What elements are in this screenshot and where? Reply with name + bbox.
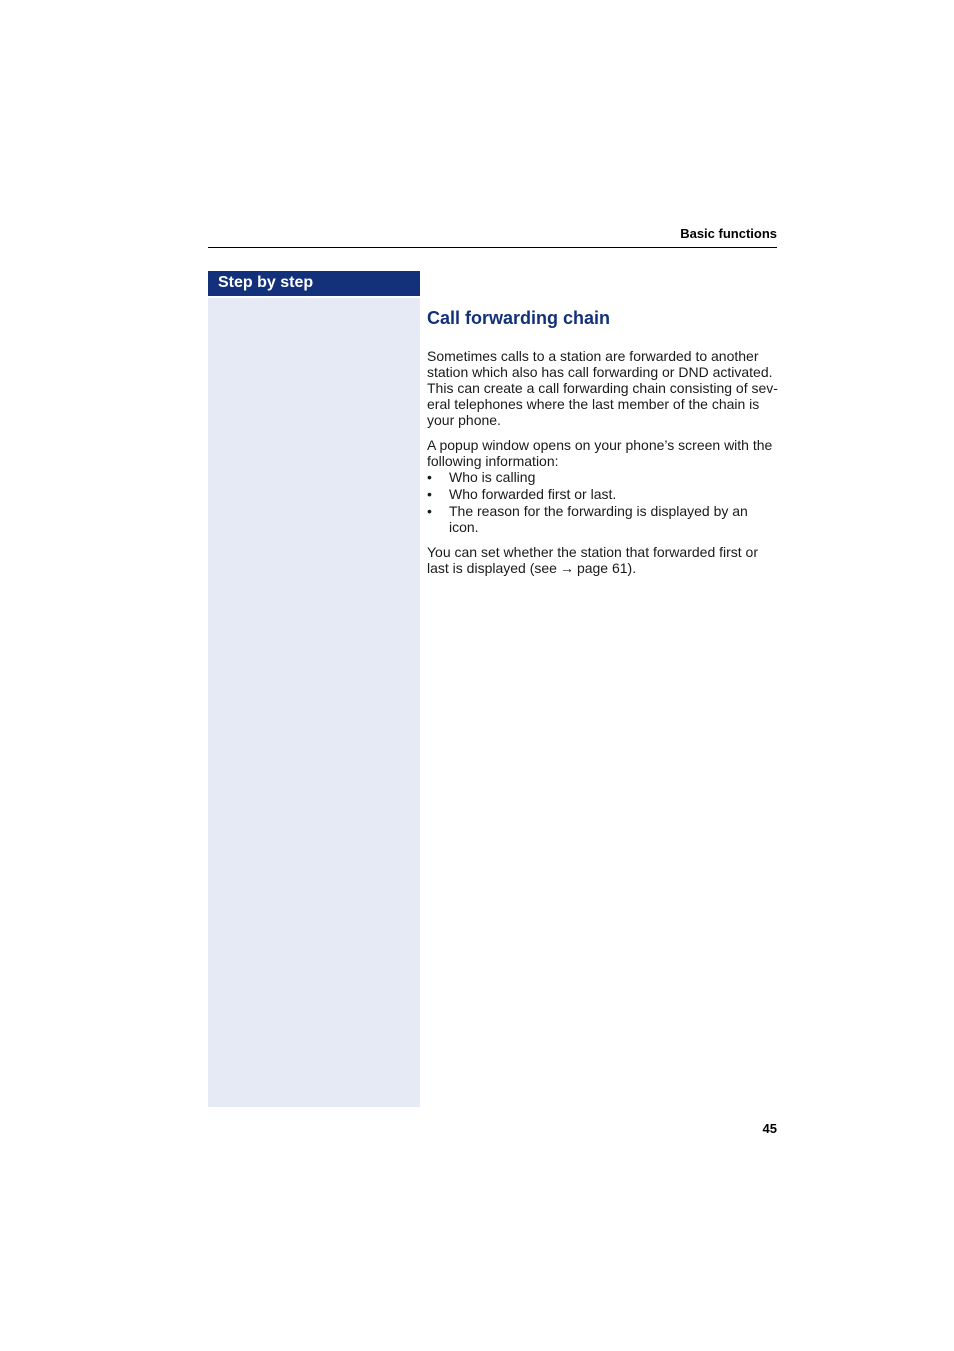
main-content (427, 306, 779, 585)
section-title: Call forwarding chain (427, 308, 611, 328)
popup-info-list (427, 469, 779, 535)
list-item-text: The reason for the forwarding is displayed by an icon. (449, 503, 748, 535)
bullet-icon: • (427, 503, 432, 519)
running-header (208, 225, 777, 248)
popup-info-paragraph: A popup window opens on your phone’s screen with the following information: (427, 437, 773, 469)
arrow-right-icon: → (559, 560, 574, 576)
page-number: 45 (762, 1121, 777, 1136)
list-item-text: Who is calling (449, 469, 536, 485)
list-item (427, 486, 779, 502)
running-header-title: Basic functions (680, 226, 777, 241)
list-item-text: Who forwarded first or last. (449, 486, 617, 502)
list-item (427, 503, 779, 535)
display-setting-text: You can set whether the station that forwarded first or last is displayed (see (427, 544, 759, 576)
sidebar-title: Step by step (208, 271, 420, 298)
step-by-step-sidebar (208, 271, 420, 1107)
intro-paragraph: Sometimes calls to a station are forwarded to another station which also has call forwarding or DND activated. This can create a call forwarding chain consisting of sev-eral telephones where the last member of the chain is your phone. (427, 348, 778, 428)
display-setting-paragraph (427, 544, 779, 576)
bullet-icon: • (427, 469, 432, 485)
list-item (427, 469, 779, 485)
page-reference-link[interactable]: page 61). (576, 560, 637, 576)
bullet-icon: • (427, 486, 432, 502)
